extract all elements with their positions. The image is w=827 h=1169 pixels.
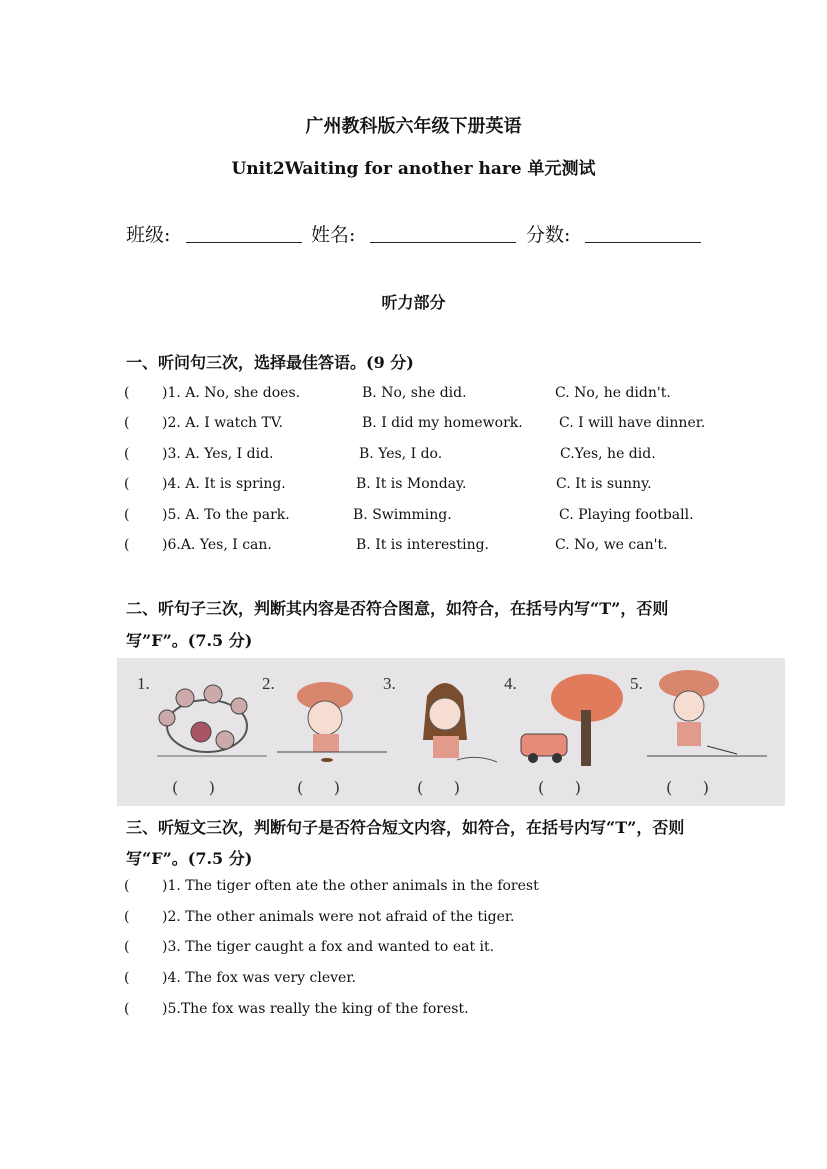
class-field[interactable] (186, 220, 302, 243)
answer-blank[interactable]: ( (124, 909, 130, 925)
part-title: 听力部分 (381, 293, 446, 312)
question-row (124, 537, 724, 557)
statement-row (124, 909, 724, 929)
option-a: )4. A. It is spring. (162, 476, 286, 492)
picture-4-illustration (521, 674, 623, 766)
option-b: B. Swimming. (353, 507, 452, 523)
picture-number: 2. (262, 674, 275, 693)
statement-row (124, 1001, 724, 1021)
picture-number: 3. (383, 674, 396, 693)
statement-text: )1. The tiger often ate the other animals in the forest (162, 878, 539, 894)
option-c: C. It is sunny. (556, 476, 652, 492)
picture-5-illustration (647, 670, 767, 756)
picture-answer-blank[interactable]: ( ) (172, 778, 215, 797)
option-a: )1. A. No, she does. (162, 385, 301, 401)
answer-blank[interactable]: ( (124, 476, 130, 492)
question-row (124, 415, 724, 435)
answer-blank[interactable]: ( (124, 385, 130, 401)
option-c: C. No, he didn't. (555, 385, 671, 401)
option-a: )3. A. Yes, I did. (162, 446, 274, 462)
picture-3-illustration (423, 683, 497, 762)
option-c: C. Playing football. (559, 507, 694, 523)
option-a: )5. A. To the park. (162, 507, 290, 523)
statement-text: )3. The tiger caught a fox and wanted to eat it. (162, 939, 495, 955)
answer-blank[interactable]: ( (124, 970, 130, 986)
page-title: 广州教科版六年级下册英语 (305, 116, 522, 137)
picture-2-illustration (277, 682, 387, 762)
option-c: C. I will have dinner. (559, 415, 706, 431)
picture-number: 1. (137, 674, 150, 693)
question-row (124, 446, 724, 466)
statement-row (124, 939, 724, 959)
answer-blank[interactable]: ( (124, 507, 130, 523)
question-row (124, 507, 724, 527)
statement-text: )2. The other animals were not afraid of the tiger. (162, 909, 515, 925)
section1-heading: 一、听问句三次，选择最佳答语。(9 分) (126, 353, 414, 372)
answer-blank[interactable]: ( (124, 1001, 130, 1017)
picture-answer-blank[interactable]: ( ) (297, 778, 340, 797)
name-field[interactable] (370, 220, 516, 243)
page-subtitle: Unit2Waiting for another hare 单元测试 (231, 159, 596, 179)
section3-heading-line1: 三、听短文三次，判断句子是否符合短文内容，如符合，在括号内写“T”，否则 (126, 818, 685, 837)
option-a: )6.A. Yes, I can. (162, 537, 272, 553)
picture-strip (117, 658, 785, 806)
section3-heading-line2: 写“F”。(7.5 分) (126, 849, 253, 868)
option-a: )2. A. I watch TV. (162, 415, 283, 431)
statement-row (124, 878, 724, 898)
picture-answer-blank[interactable]: ( ) (538, 778, 581, 797)
statement-text: )4. The fox was very clever. (162, 970, 356, 986)
picture-1-illustration (157, 685, 267, 756)
option-c: C.Yes, he did. (560, 446, 656, 462)
class-label: 班级: (126, 224, 171, 246)
answer-blank[interactable]: ( (124, 537, 130, 553)
option-b: B. It is interesting. (356, 537, 490, 553)
answer-blank[interactable]: ( (124, 446, 130, 462)
option-b: B. It is Monday. (356, 476, 467, 492)
option-c: C. No, we can't. (555, 537, 668, 553)
score-field[interactable] (585, 220, 701, 243)
answer-blank[interactable]: ( (124, 878, 130, 894)
question-row (124, 476, 724, 496)
question-row (124, 385, 724, 405)
picture-answer-blank[interactable]: ( ) (666, 778, 709, 797)
section2-heading-line1: 二、听句子三次，判断其内容是否符合图意，如符合，在括号内写“T”，否则 (126, 599, 669, 618)
section2-heading-line2: 写”F”。(7.5 分) (126, 631, 253, 650)
option-b: B. No, she did. (362, 385, 467, 401)
statement-text: )5.The fox was really the king of the forest. (162, 1001, 469, 1017)
statement-row (124, 970, 724, 990)
name-label: 姓名: (311, 224, 356, 246)
picture-number: 4. (504, 674, 517, 693)
option-b: B. Yes, I do. (359, 446, 443, 462)
answer-blank[interactable]: ( (124, 939, 130, 955)
option-b: B. I did my homework. (362, 415, 523, 431)
answer-blank[interactable]: ( (124, 415, 130, 431)
picture-answer-blank[interactable]: ( ) (417, 778, 460, 797)
score-label: 分数: (526, 224, 571, 246)
picture-number: 5. (630, 674, 643, 693)
